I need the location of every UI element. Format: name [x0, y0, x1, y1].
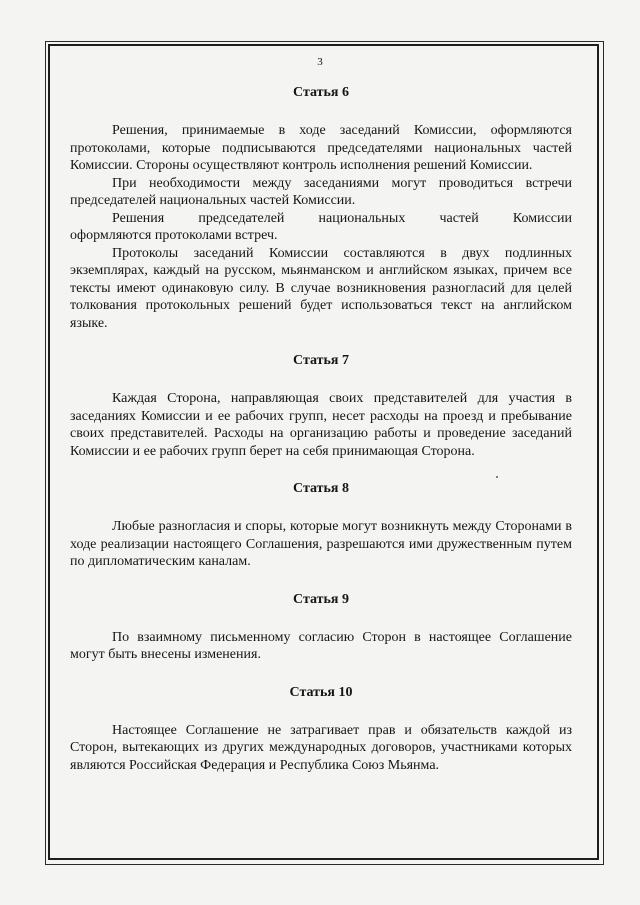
article-10-paragraph-1: Настоящее Соглашение не затрагивает прав и обязательств каждой из Сторон, вытекающих из других международных договоров, участниками которых являются Российская Федерация и Республика Союз Мьянма.	[70, 722, 572, 773]
article-6-paragraph-1: Решения, принимаемые в ходе заседаний Комиссии, оформляются протоколами, которые подписываются председателями национальных частей Комиссии. Стороны осуществляют контроль исполнения решений Комиссии.	[70, 123, 572, 173]
document-body	[70, 84, 572, 774]
article-6-paragraph-2: При необходимости между заседаниями могут проводиться встречи председателей национальных частей Комиссии.	[70, 175, 572, 208]
article-9	[70, 591, 572, 664]
scan-speck	[496, 476, 498, 478]
article-6-paragraph-3: Решения председателей национальных частей Комиссии	[112, 210, 572, 226]
article-9-paragraph-1: По взаимному письменному согласию Сторон в настоящее Соглашение могут быть внесены изменения.	[70, 629, 572, 662]
article-8	[70, 480, 572, 571]
article-10	[70, 684, 572, 775]
article-7-paragraph-1: Каждая Сторона, направляющая своих представителей для участия в заседаниях Комиссии и ее рабочих групп, несет расходы на проезд и пребывание своих представителей. Расходы на организацию работы и проведение заседаний Комиссии и ее рабочих групп берет на себя принимающая Сторона.	[70, 391, 572, 459]
article-6	[70, 84, 572, 332]
article-8-paragraph-1: Любые разногласия и споры, которые могут возникнуть между Сторонами в ходе реализации настоящего Соглашения, разрешаются ими дружественным путем по дипломатическим каналам.	[70, 519, 572, 569]
article-6-heading: Статья 6	[293, 85, 349, 100]
article-9-heading: Статья 9	[293, 591, 349, 607]
article-7-heading: Статья 7	[293, 353, 349, 368]
article-6-paragraph-4: Протоколы заседаний Комиссии составляются в двух подлинных экземплярах, каждый на русском, мьянманском и английском языках, причем все тексты имеют одинаковую силу. В случае возникновения разногласий для целей толкования протокольных решений будет использоваться текст на английском языке.	[70, 245, 572, 331]
article-7	[70, 352, 572, 460]
article-10-heading: Статья 10	[289, 684, 353, 700]
page-number: 3	[317, 56, 323, 68]
article-8-heading: Статья 8	[293, 481, 349, 496]
article-6-paragraph-3-continued: оформляются протоколами встреч.	[70, 228, 278, 243]
